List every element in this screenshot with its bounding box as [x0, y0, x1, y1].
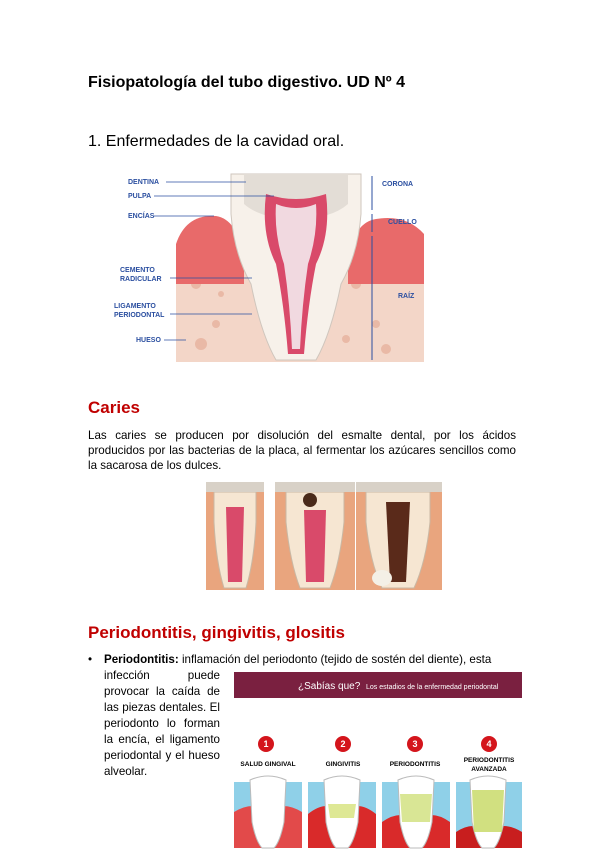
page-title: Fisiopatología del tubo digestivo. UD Nº 4: [88, 74, 405, 91]
label-ligamento: LIGAMENTO: [114, 303, 156, 310]
tooth-anatomy-labels: [114, 174, 424, 362]
caries-stage-3: [356, 482, 442, 590]
banner-subtitle: Los estadios de la enfermedad periodontal: [366, 684, 499, 691]
stage-2-number: 2: [340, 739, 346, 749]
stage-1-number: 1: [263, 739, 269, 749]
stage-2-label: GINGIVITIS: [325, 761, 361, 768]
caries-stage-1: [206, 482, 264, 590]
label-raiz: RAÍZ: [398, 293, 415, 300]
label-dentina: DENTINA: [128, 179, 160, 186]
caries-paragraph: Las caries se producen por disolución del esmalte dental, por los ácidos producidos por las bacterias de la placa, al fermentar los azúcares sencillos como la sacarosa de los dulces.: [88, 429, 516, 472]
caries-progression-image: [206, 482, 442, 590]
label-pulpa: PULPA: [128, 193, 152, 200]
label-cuello: CUELLO: [388, 219, 417, 226]
label-encias: ENCÍAS: [128, 213, 155, 220]
bullet-marker: •: [88, 653, 93, 666]
bullet-rest: inflamación del periodonto (tejido de sostén del diente), esta: [178, 653, 492, 666]
stage-4-label-2: AVANZADA: [471, 766, 507, 773]
stage-3-number: 3: [412, 739, 418, 749]
stage-3-label: PERIODONTITIS: [389, 761, 441, 768]
caries-progression-illustration: [206, 482, 442, 590]
label-cemento: CEMENTO: [120, 267, 155, 274]
periodontal-stages-infographic: [234, 672, 522, 848]
stage-4-number: 4: [486, 739, 492, 749]
bullet-text: [104, 653, 491, 666]
periodontitis-heading: Periodontitis, gingivitis, glositis: [88, 623, 345, 642]
caries-heading: Caries: [88, 398, 140, 417]
label-radicular: RADICULAR: [120, 276, 162, 283]
caries-stage-2: [275, 482, 355, 590]
banner-question: ¿Sabías que?: [298, 681, 361, 692]
stage-4-label: PERIODONTITIS: [463, 757, 515, 764]
periodontitis-wrap-text: infección puede provocar la caída de las piezas dentales. El periodonto lo forman la encía, el ligamento periodontal y el hueso alveolar.: [104, 669, 220, 778]
label-periodontal: PERIODONTAL: [114, 312, 165, 319]
bullet-term: Periodontitis:: [104, 653, 179, 666]
label-hueso: HUESO: [136, 337, 161, 344]
infographic-text: [234, 672, 522, 848]
section-title: 1. Enfermedades de la cavidad oral.: [88, 133, 345, 150]
stage-1-label: SALUD GINGIVAL: [240, 761, 296, 768]
label-corona: CORONA: [382, 181, 414, 188]
tooth-anatomy-diagram: [114, 174, 424, 362]
